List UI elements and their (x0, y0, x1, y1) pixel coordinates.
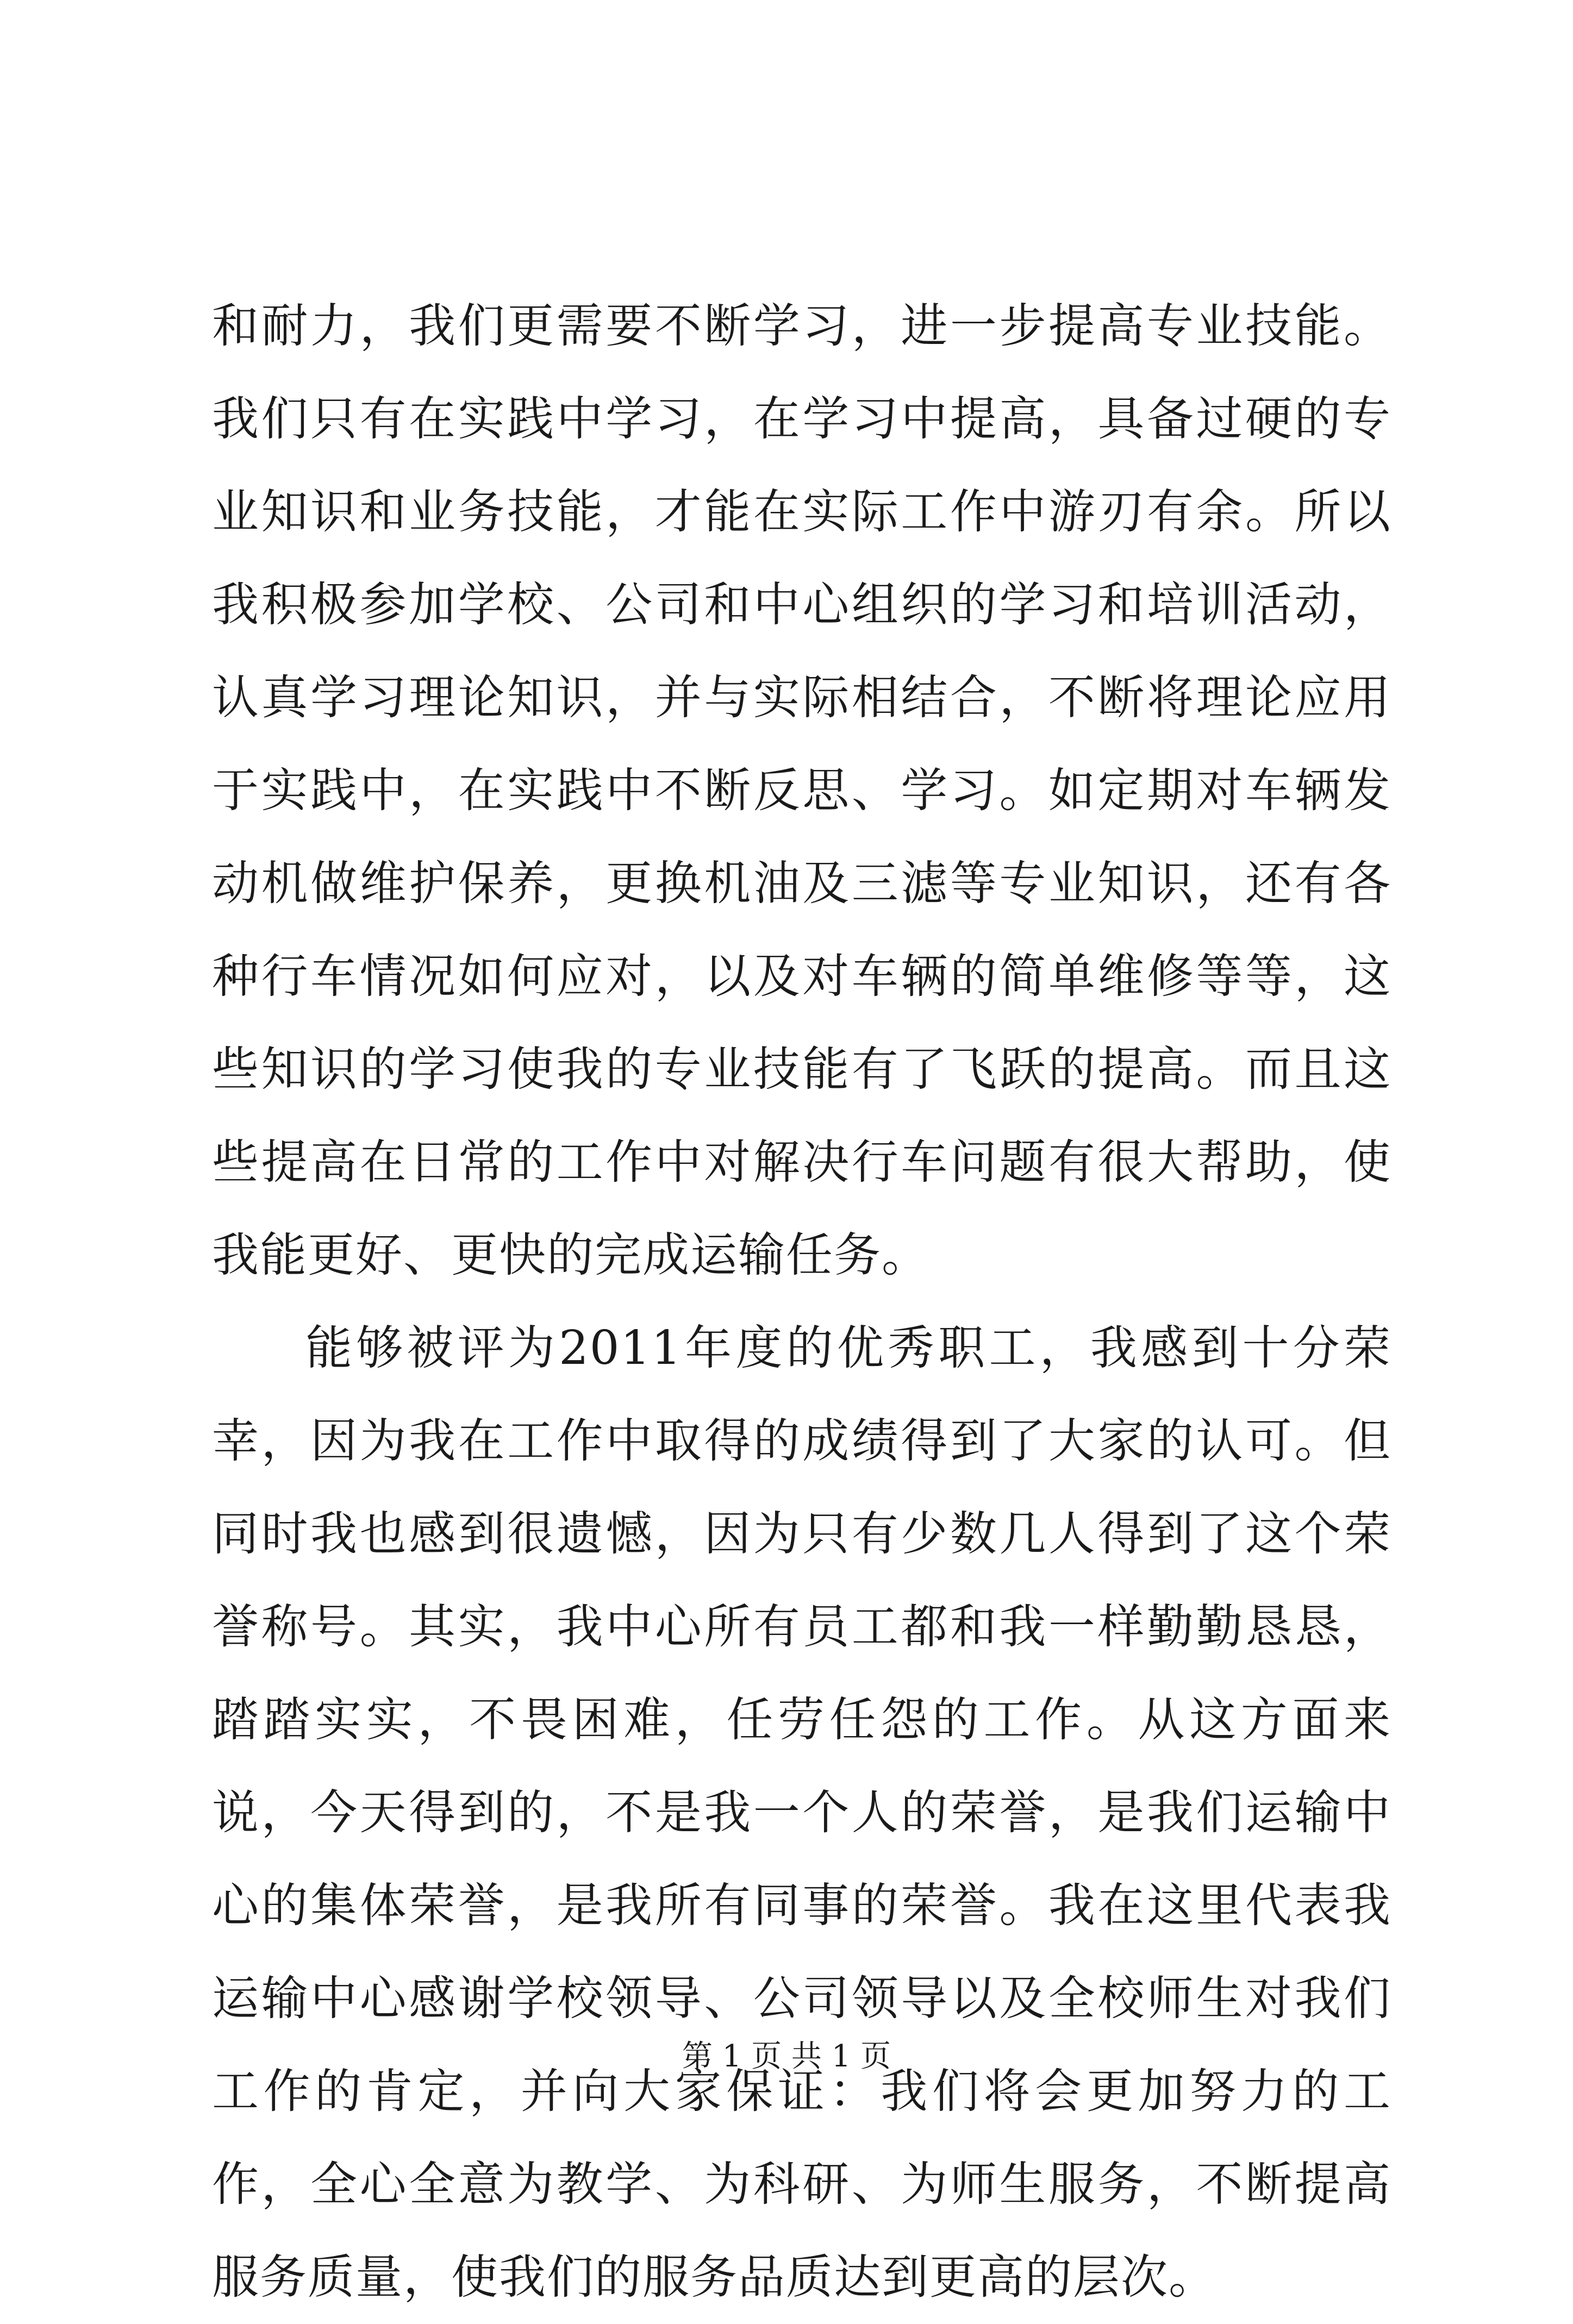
paragraph-2: 能够被评为2011年度的优秀职工，我感到十分荣幸，因为我在工作中取得的成绩得到了大家的认可。但同时我也感到很遗憾，因为只有少数几人得到了这个荣誉称号。其实，我中心所有员工都和我一样勤勤恳恳，踏踏实实，不畏困难，任劳任怨的工作。从这方面来说，今天得到的，不是我一个人的荣誉，是我们运输中心的集体荣誉，是我所有同事的荣誉。我在这里代表我运输中心感谢学校领导、公司领导以及全校师生对我们工作的肯定，并向大家保证：我们将会更加努力的工作，全心全意为教学、为科研、为师生服务，不断提高服务质量，使我们的服务品质达到更高的层次。 (212, 1321, 1391, 2304)
paragraph-1: 和耐力，我们更需要不断学习，进一步提高专业技能。我们只有在实践中学习，在学习中提高，具备过硬的专业知识和业务技能，才能在实际工作中游刃有余。所以我积极参加学校、公司和中心组织的学习和培训活动，认真学习理论知识，并与实际相结合，不断将理论应用于实践中，在实践中不断反思、学习。如定期对车辆发动机做维护保养，更换机油及三滤等专业知识，还有各种行车情况如何应对，以及对车辆的简单维修等等，这些知识的学习使我的专业技能有了飞跃的提高。而且这些提高在日常的工作中对解决行车问题有很大帮助，使我能更好、更快的完成运输任务。 (212, 299, 1391, 1282)
document-body (212, 280, 1391, 2324)
page-footer: 第 1 页 共 1 页 (682, 2039, 891, 2074)
